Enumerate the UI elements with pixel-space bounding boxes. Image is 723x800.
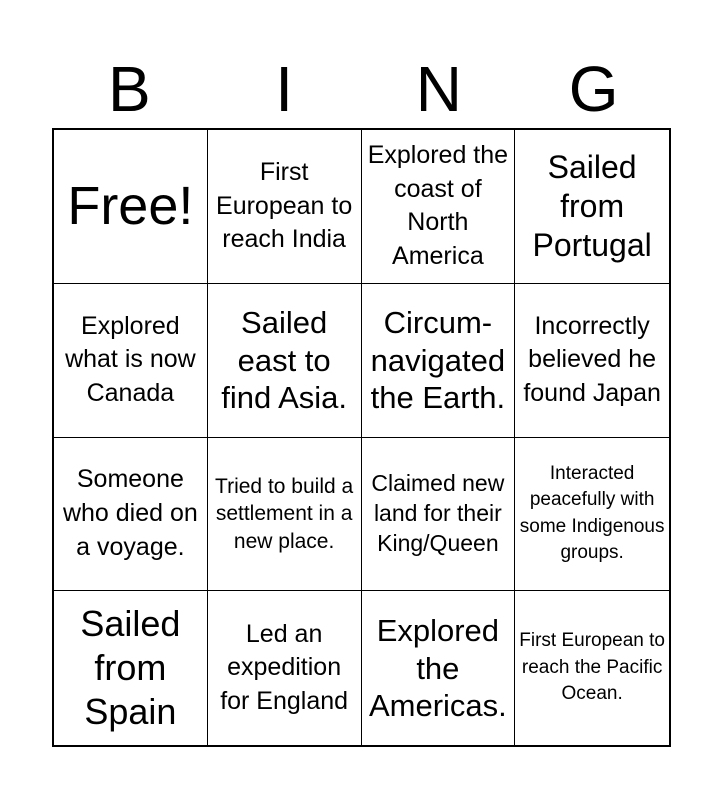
bingo-cell[interactable] (362, 130, 516, 284)
bingo-cell[interactable] (208, 130, 362, 284)
bingo-cell[interactable] (515, 591, 669, 745)
cell-text: Interacted peacefully with some Indigenous groups. (519, 462, 665, 564)
bingo-cell[interactable] (208, 284, 362, 438)
bingo-cell[interactable] (208, 438, 362, 592)
bingo-cell-free[interactable] (54, 130, 208, 284)
bingo-cell[interactable] (54, 284, 208, 438)
bingo-cell[interactable] (362, 438, 516, 592)
cell-text: First European to reach India (216, 157, 353, 254)
cell-text: Circum-navigated the Earth. (370, 305, 506, 415)
bingo-cell[interactable] (515, 438, 669, 592)
cell-text: Led an expedition for England (220, 619, 349, 715)
bingo-board (52, 128, 671, 747)
bingo-cell[interactable] (362, 284, 516, 438)
bingo-cell[interactable] (515, 130, 669, 284)
cell-text: Sailed east to find Asia. (221, 305, 348, 415)
cell-text: Incorrectly believed he found Japan (523, 311, 661, 407)
bingo-cell[interactable] (54, 438, 208, 592)
bingo-cell[interactable] (362, 591, 516, 745)
cell-text: Tried to build a settlement in a new place. (215, 474, 354, 553)
header-letter-n: N (415, 53, 462, 125)
cell-text: Free! (67, 175, 194, 236)
bingo-cell[interactable] (515, 284, 669, 438)
bingo-header (52, 50, 671, 128)
cell-text: Someone who died on a voyage. (62, 465, 198, 561)
header-letter-i: I (275, 53, 294, 125)
cell-text: Claimed new land for their King/Queen (371, 470, 505, 556)
header-letter-g: G (568, 53, 619, 125)
cell-text: First European to reach the Pacific Ocean. (519, 630, 665, 705)
cell-text: Sailed from Spain (80, 603, 181, 733)
header-letter-b: B (108, 53, 151, 125)
cell-text: Sailed from Portugal (532, 148, 652, 263)
cell-text: Explored the Americas. (368, 613, 507, 723)
bingo-cell[interactable] (54, 591, 208, 745)
bingo-cell[interactable] (208, 591, 362, 745)
cell-text: Explored the coast of North America (367, 140, 509, 271)
cell-text: Explored what is now Canada (65, 311, 196, 407)
